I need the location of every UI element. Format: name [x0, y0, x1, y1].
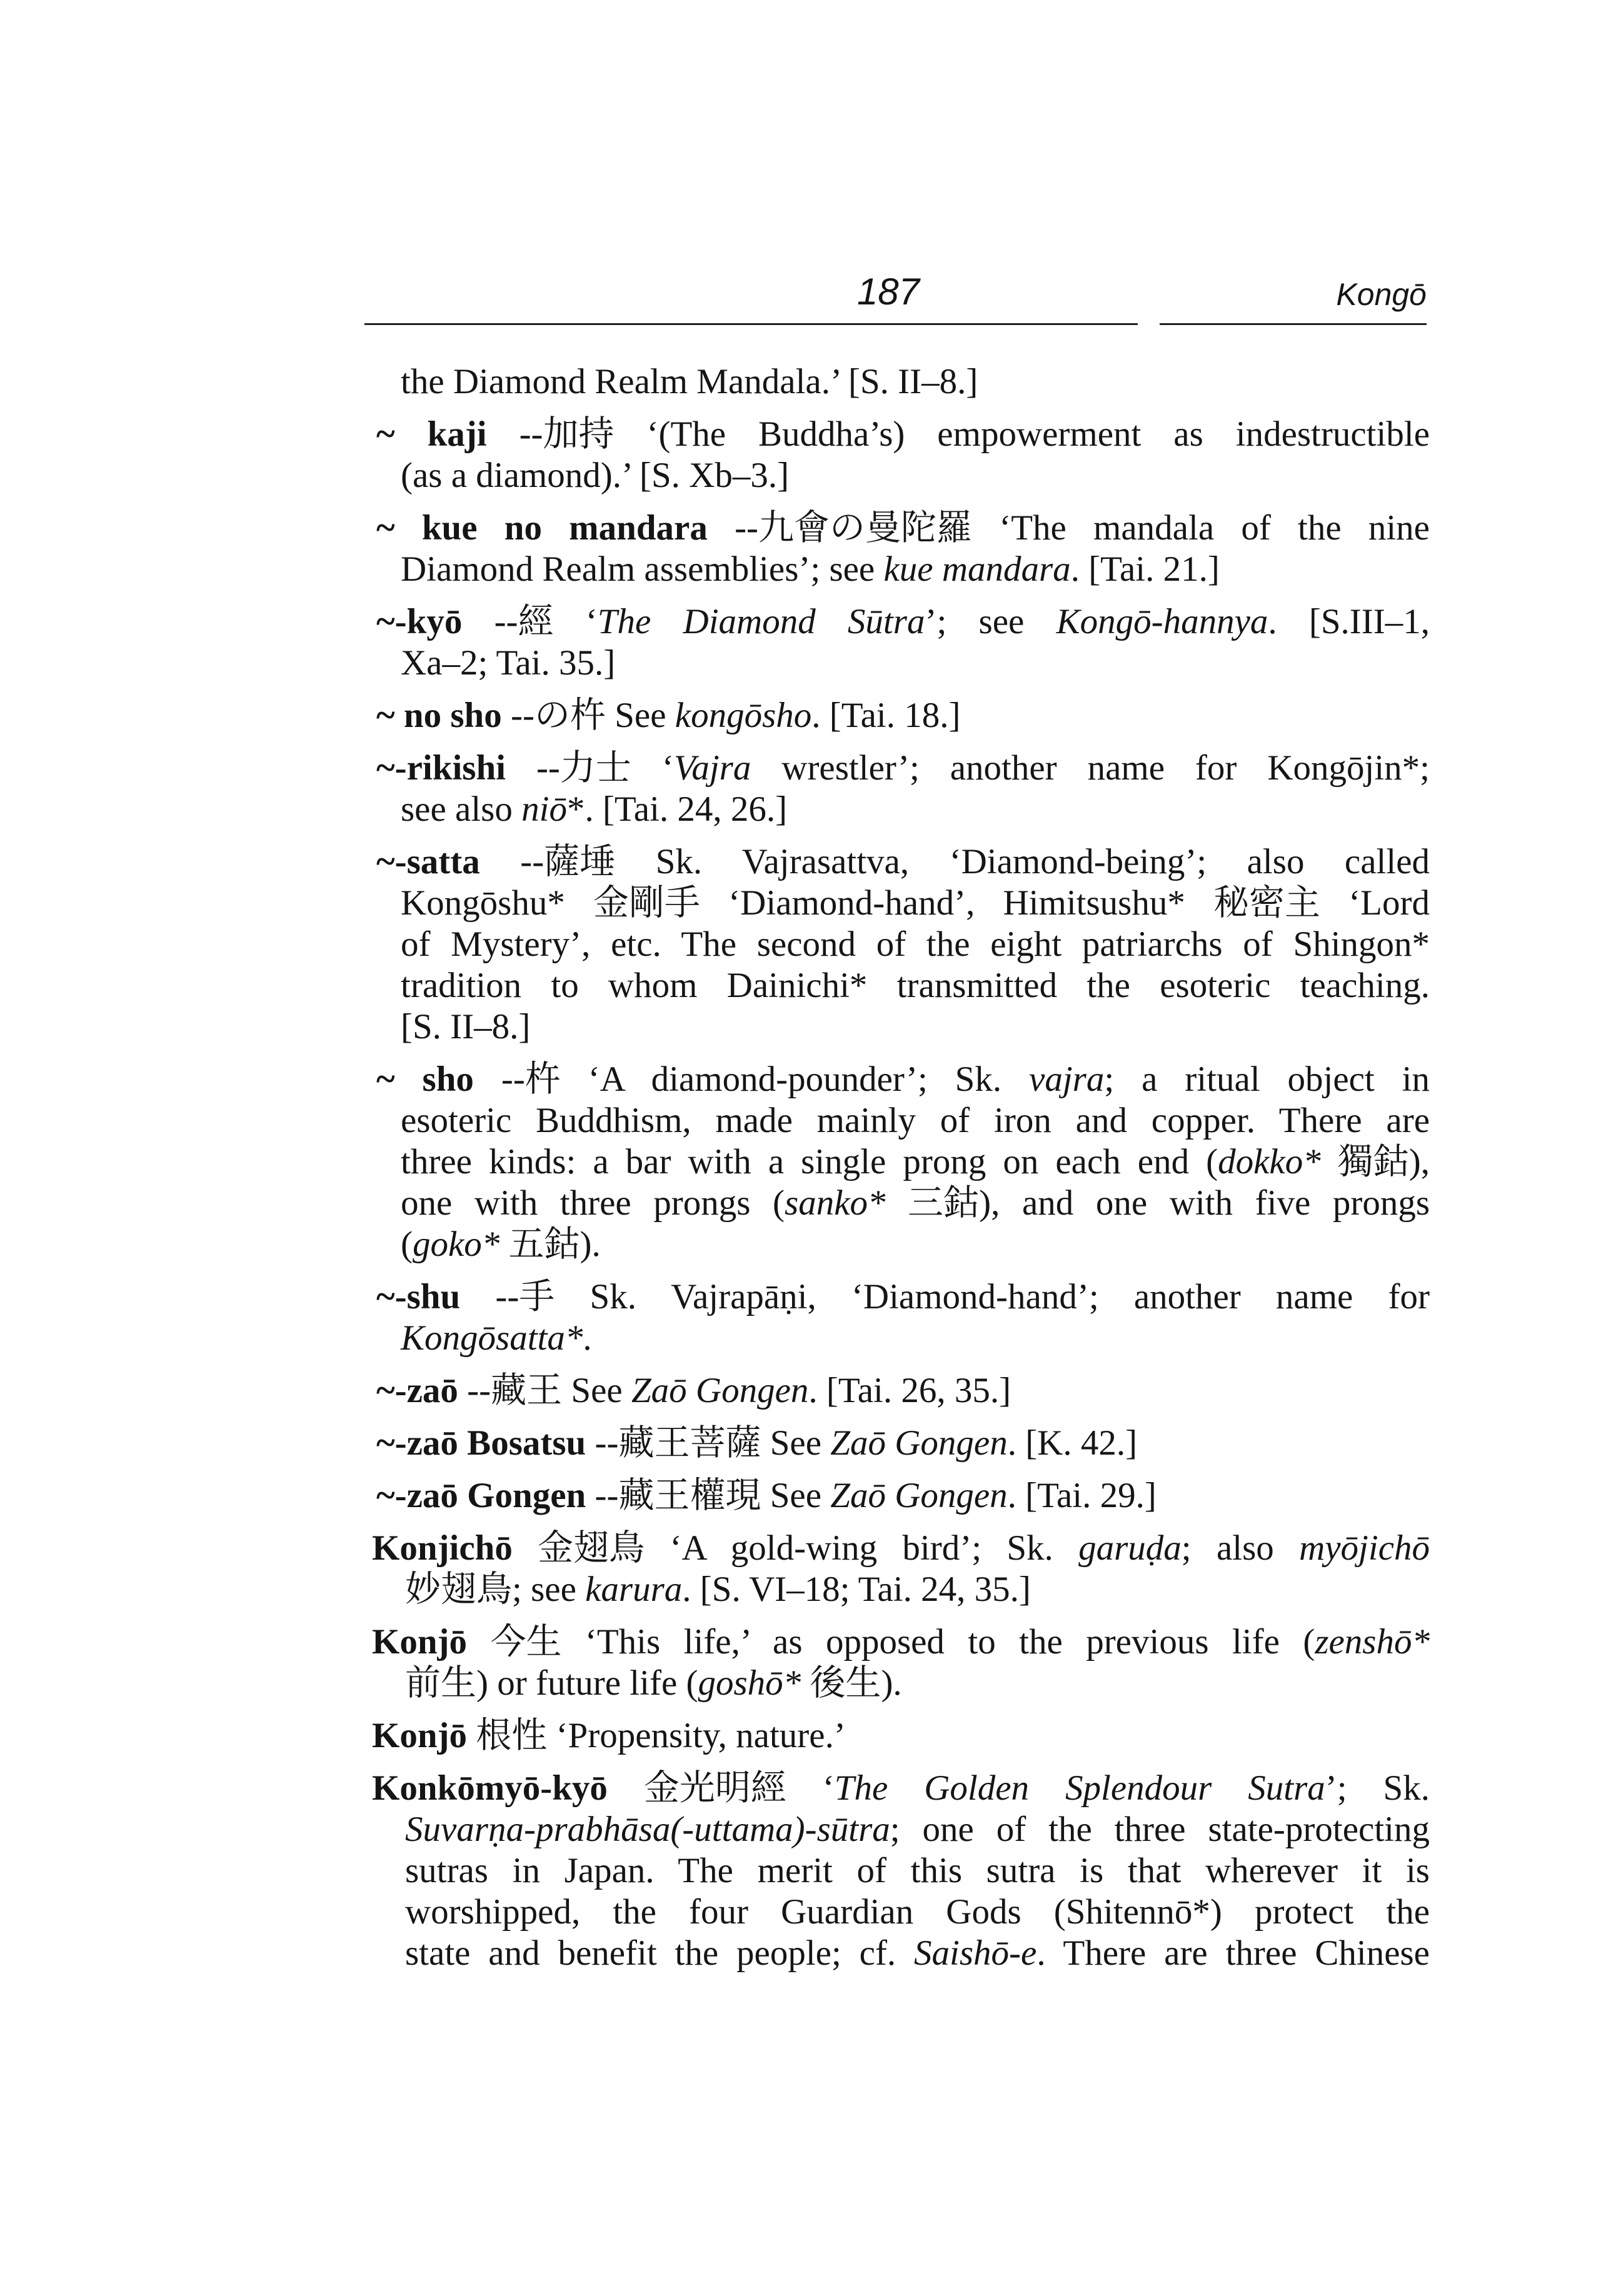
kanji-term: 手	[519, 1277, 555, 1316]
entry-line	[376, 601, 1430, 643]
entry-line	[405, 1569, 1430, 1610]
entry-text: ; a ritual object in	[1104, 1060, 1430, 1099]
italic-term: zenshō*	[1315, 1622, 1430, 1662]
entry-line	[372, 1768, 1430, 1809]
entry-line	[401, 455, 1430, 496]
entry-text: ‘Diamond-hand’, Himitsushu*	[700, 883, 1214, 923]
entry-line	[376, 748, 1430, 789]
entry-line	[372, 1528, 1430, 1569]
headword: Konjichō	[372, 1528, 538, 1568]
entry-text: See	[605, 696, 675, 735]
dictionary-entry	[372, 1768, 1430, 1974]
sub-entry	[372, 508, 1430, 590]
sub-entry	[372, 695, 1430, 736]
entry-text: ‘	[553, 602, 598, 641]
entry-text: state and benefit the people; cf.	[405, 1933, 915, 1973]
entry-text: --	[460, 1277, 519, 1316]
entry-line	[376, 1475, 1430, 1516]
kanji-term: 藏王	[491, 1371, 563, 1410]
entry-text: --	[501, 696, 534, 735]
entry-text: --	[458, 1371, 491, 1410]
header-rule	[1160, 323, 1427, 325]
entry-text: Sk. Vajrasattva, ‘Diamond-being’; also called	[615, 842, 1430, 881]
entry-text: ’; Sk.	[1325, 1768, 1430, 1808]
kanji-term: 金剛手	[593, 883, 701, 923]
headword: ~ kaji	[376, 414, 487, 454]
sub-entry	[372, 1370, 1430, 1411]
italic-term: Zaō Gongen	[631, 1371, 809, 1410]
entry-line	[401, 361, 1430, 403]
entry-text: ‘Propensity, nature.’	[547, 1716, 846, 1755]
entry-text: ).	[881, 1663, 902, 1703]
entry-line	[401, 1006, 1430, 1048]
page-number: 187	[856, 271, 920, 313]
entry-text: Diamond Realm assemblies’; see	[401, 549, 884, 589]
entry-text: . [S.III–1,	[1268, 602, 1430, 641]
headword: ~-zaō Gongen	[376, 1476, 586, 1515]
italic-term: myōjichō	[1299, 1528, 1430, 1568]
entry-text: ).	[580, 1225, 601, 1264]
entry-line	[405, 1663, 1430, 1704]
headword: Konjō	[372, 1716, 476, 1755]
entry-line	[401, 549, 1430, 590]
entry-line	[405, 1892, 1430, 1933]
dictionary-entry	[372, 1622, 1430, 1704]
italic-term: Zaō Gongen	[830, 1476, 1008, 1515]
entry-text: three kinds: a bar with a single prong on each end (	[401, 1142, 1218, 1181]
headword: ~-rikishi	[376, 748, 506, 788]
entry-text: ; one of the three state-protecting	[890, 1810, 1430, 1849]
dictionary-entry	[372, 1715, 1430, 1757]
headword: ~-satta	[376, 842, 480, 881]
entry-text: ‘	[786, 1768, 835, 1808]
italic-term: Zaō Gongen	[830, 1423, 1008, 1463]
entry-text: Kongōshu*	[401, 883, 594, 923]
entry-line	[376, 414, 1430, 455]
entry-line	[401, 1318, 1430, 1359]
headword: ~-kyō	[376, 602, 463, 641]
entry-line	[376, 1276, 1430, 1318]
italic-term: Suvarṇa-prabhāsa(-uttama)-sūtra	[405, 1810, 890, 1849]
entry-text: ‘	[631, 748, 674, 788]
entry-line	[401, 789, 1430, 830]
kanji-term: 杵	[524, 1060, 561, 1099]
entry-text: . [K. 42.]	[1007, 1423, 1138, 1463]
entry-text: . [Tai. 29.]	[1007, 1476, 1157, 1515]
entry-line	[401, 1224, 1430, 1265]
entry-text: See	[761, 1476, 831, 1515]
entry-line	[372, 1715, 1430, 1757]
entry-text: .	[583, 1318, 592, 1358]
entry-text: see also	[401, 790, 522, 829]
entry-text: ; also	[1181, 1528, 1300, 1568]
headword: ~ no sho	[376, 696, 502, 735]
dictionary-entries	[372, 361, 1430, 1974]
italic-term: sanko*	[785, 1183, 908, 1223]
headword: ~ kue no mandara	[376, 508, 708, 548]
entry-text: ‘A diamond-pounder’; Sk.	[560, 1060, 1030, 1099]
sub-entry	[372, 1059, 1430, 1265]
italic-term: Vajra	[673, 748, 751, 788]
entry-line	[376, 695, 1430, 736]
kanji-term: 獨鈷	[1337, 1142, 1409, 1181]
kanji-term: 九會の曼陀羅	[758, 508, 973, 548]
entry-text: ‘Lord	[1320, 883, 1430, 923]
entry-text: ) or future life (	[476, 1663, 698, 1703]
italic-term: kongōsho	[675, 696, 812, 735]
entry-text: See	[562, 1371, 631, 1410]
entry-text: ; see	[512, 1570, 586, 1609]
entry-text: esoteric Buddhism, made mainly of iron and copper. There are	[401, 1101, 1430, 1140]
italic-term: The Golden Splendour Sutra	[834, 1768, 1325, 1808]
entry-text: . There are three Chinese	[1036, 1933, 1430, 1973]
header-rule	[364, 323, 1138, 325]
sub-entry	[372, 1276, 1430, 1359]
kanji-term: 後生	[810, 1663, 881, 1703]
entry-line	[401, 924, 1430, 965]
sub-entry	[372, 748, 1430, 830]
entry-line	[376, 1370, 1430, 1411]
entry-text: (	[401, 1225, 413, 1264]
italic-term: garuḍa	[1078, 1528, 1182, 1568]
entry-text: wrestler’; another name for Kongōjin*;	[751, 748, 1430, 788]
entry-text: (as a diamond).’ [S. Xb–3.]	[401, 456, 790, 495]
entry-text: --	[586, 1476, 619, 1515]
kanji-term: 加持	[543, 414, 615, 454]
headword: ~-shu	[376, 1277, 461, 1316]
entry-line	[376, 1059, 1430, 1100]
entry-line	[401, 1141, 1430, 1183]
entry-text: *. [Tai. 24, 26.]	[566, 790, 788, 829]
entry-text: one with three prongs (	[401, 1183, 785, 1223]
entry-text: --	[506, 748, 560, 788]
entry-line	[401, 965, 1430, 1006]
kanji-term: 金光明經	[643, 1768, 786, 1808]
entry-text: Sk. Vajrapāṇi, ‘Diamond-hand’; another name for	[555, 1277, 1430, 1316]
dictionary-entry	[372, 1528, 1430, 1610]
italic-term: niō	[521, 790, 567, 829]
entry-text: worshipped, the four Guardian Gods (Shitennō*) protect the	[405, 1892, 1430, 1932]
entry-line	[405, 1809, 1430, 1850]
entry-text: ‘The mandala of the nine	[972, 508, 1430, 548]
kanji-term: の杵	[534, 696, 606, 735]
kanji-term: 三鈷	[908, 1183, 980, 1223]
kanji-term: 金翅鳥	[538, 1528, 645, 1568]
entry-text: ‘A gold-wing bird’; Sk.	[645, 1528, 1079, 1568]
sub-entry	[372, 841, 1430, 1048]
entry-text: ), and one with five prongs	[979, 1183, 1430, 1223]
kanji-term: 今生	[490, 1622, 562, 1662]
italic-term: The Diamond Sūtra	[597, 602, 925, 641]
kanji-term: 薩埵	[544, 842, 616, 881]
entry-text: --	[707, 508, 759, 548]
entry-text: . [Tai. 26, 35.]	[808, 1371, 1011, 1410]
headword: Konkōmyō-kyō	[372, 1768, 644, 1808]
kanji-term: 藏王菩薩	[618, 1423, 761, 1463]
entry-text: . [Tai. 21.]	[1070, 549, 1220, 589]
entry-line	[401, 1100, 1430, 1141]
entry-line	[376, 841, 1430, 883]
entry-text: sutras in Japan. The merit of this sutra is that wherever it is	[405, 1851, 1430, 1890]
italic-term: Kongōsatta*	[401, 1318, 583, 1358]
sub-entry	[372, 1423, 1430, 1464]
kanji-term: 妙翅鳥	[405, 1570, 512, 1609]
sub-entry	[372, 1475, 1430, 1516]
entry-text: of Mystery’, etc. The second of the eight patriarchs of Shingon*	[401, 925, 1430, 964]
entry-text: --	[486, 414, 543, 454]
italic-term: dokko*	[1218, 1142, 1338, 1181]
italic-term: vajra	[1029, 1060, 1105, 1099]
entry-line	[376, 1423, 1430, 1464]
entry-line	[376, 508, 1430, 549]
italic-term: Saishō-e	[914, 1933, 1037, 1973]
entry-text: ’; see	[925, 602, 1056, 641]
headword: Konjō	[372, 1622, 491, 1662]
kanji-term: 根性	[476, 1716, 548, 1755]
entry-text: . [Tai. 18.]	[811, 696, 961, 735]
entry-text: [S. II–8.]	[401, 1007, 531, 1046]
entry-text: tradition to whom Dainichi* transmitted the esoteric teaching.	[401, 966, 1430, 1005]
entry-continuation	[372, 361, 1430, 403]
entry-text: ),	[1408, 1142, 1430, 1181]
entry-text: See	[761, 1423, 831, 1463]
entry-text: the Diamond Realm Mandala.’ [S. II–8.]	[401, 362, 978, 401]
headword: ~-zaō	[376, 1371, 458, 1410]
italic-term: Kongō-hannya	[1056, 602, 1268, 641]
kanji-term: 力士	[560, 748, 631, 788]
entry-line	[401, 883, 1430, 924]
entry-text: --	[462, 602, 518, 641]
italic-term: goko*	[412, 1225, 509, 1264]
entry-text: --	[473, 1060, 525, 1099]
entry-text: --	[586, 1423, 619, 1463]
italic-term: karura	[585, 1570, 683, 1609]
headword: ~ sho	[376, 1060, 474, 1099]
sub-entry	[372, 601, 1430, 684]
headword: ~-zaō Bosatsu	[376, 1423, 586, 1463]
kanji-term: 前生	[405, 1663, 476, 1703]
italic-term: goshō*	[698, 1663, 810, 1703]
entry-line	[401, 643, 1430, 684]
entry-text: ‘(The Buddha’s) empowerment as indestructible	[614, 414, 1430, 454]
entry-line	[401, 1183, 1430, 1224]
entry-text: Xa–2; Tai. 35.]	[401, 643, 616, 683]
entry-line	[405, 1933, 1430, 1974]
kanji-term: 藏王權現	[618, 1476, 761, 1515]
italic-term: kue mandara	[883, 549, 1071, 589]
sub-entry	[372, 414, 1430, 496]
kanji-term: 秘密主	[1213, 883, 1321, 923]
entry-text: ‘This life,’ as opposed to the previous life (	[561, 1622, 1315, 1662]
kanji-term: 五鈷	[508, 1225, 580, 1264]
kanji-term: 經	[518, 602, 554, 641]
entry-line	[372, 1622, 1430, 1663]
entry-text: . [S. VI–18; Tai. 24, 35.]	[682, 1570, 1031, 1609]
entry-text: --	[479, 842, 545, 881]
running-head: Kongō	[1336, 277, 1427, 312]
entry-line	[405, 1850, 1430, 1892]
